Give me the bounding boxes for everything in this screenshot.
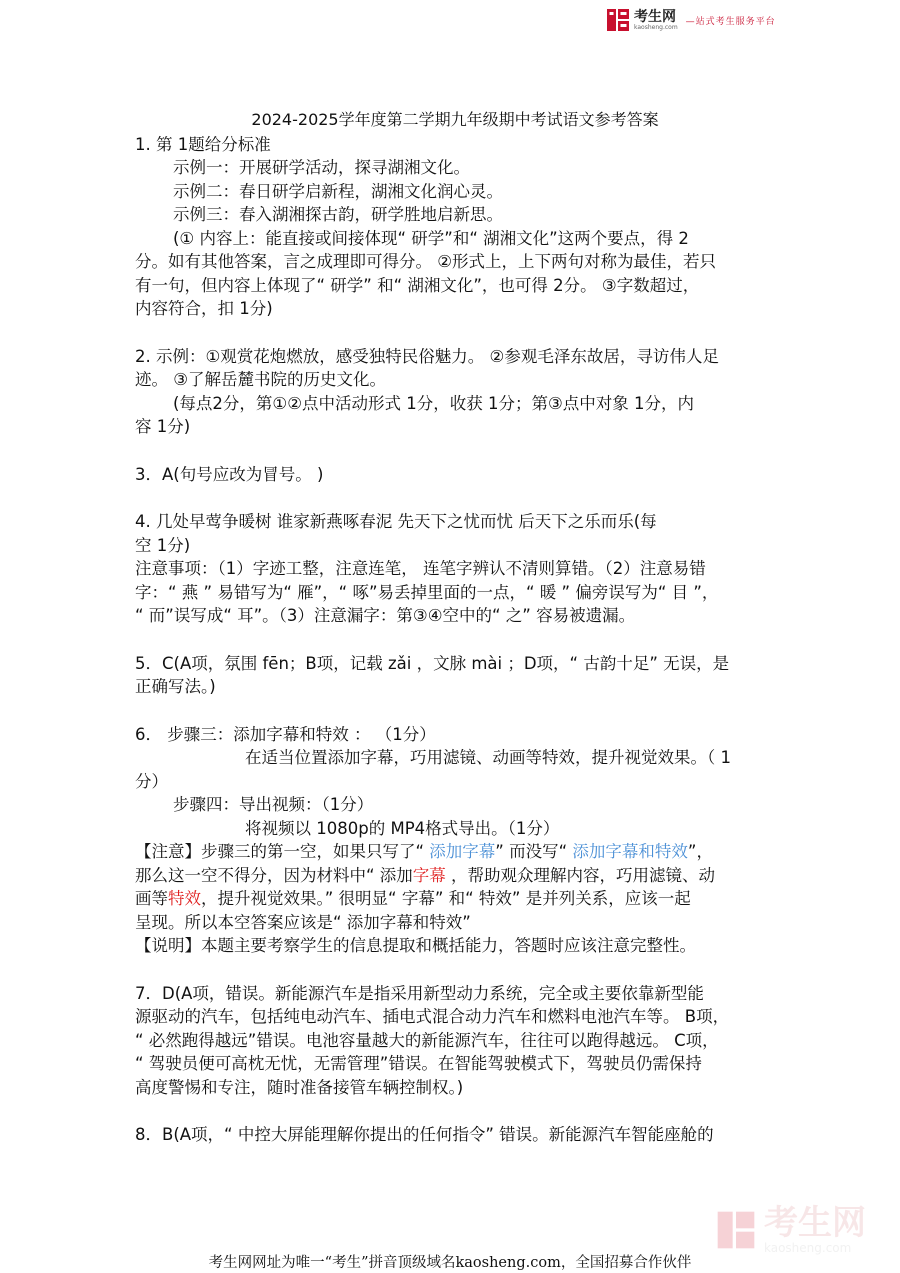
q6-step3-answer: 在适当位置添加字幕，巧用滤镜、动画等特效，提升视觉效果。（ 1 (245, 748, 731, 767)
q4-line: 空 1分) (135, 535, 191, 555)
q5-line: 正确写法。) (135, 677, 216, 696)
highlight-red: 字幕 (412, 865, 446, 885)
brand-slogan: —站式考生服务平台 (685, 16, 776, 27)
q6-step3: 6． 步骤三：添加字幕和特效 ： （1分） (135, 724, 436, 744)
q1-example-1: 示例一：开展研学活动，探寻湖湘文化。 (173, 158, 470, 177)
q2-note-line: (每点2分，第①②点中活动形式 1分，收获 1分；第③点中对象 1分，内 (173, 393, 695, 413)
q4-line: 4. 几处早莺争暖树 谁家新燕啄春泥 先天下之忧而忧 后天下之乐而乐(每 (135, 512, 657, 531)
brand-text (634, 10, 678, 31)
q7-line: 高度警惕和专注，随时准备接管车辆控制权。) (135, 1077, 464, 1097)
q6-explanation: 【说明】本题主要考察学生的信息提取和概括能力，答题时应该注意完整性。 (135, 936, 696, 955)
q2-line: 2. 示例：①观赏花炮燃放，感受独特民俗魅力。 ②参观毛泽东故居，寻访伟人足 (135, 346, 719, 366)
highlight-blue: 添加字幕 (429, 842, 496, 861)
q1-example-3: 示例三：春入湖湘探古韵，研学胜地启新思。 (173, 205, 503, 224)
q1-heading: 1. 第 1题给分标准 (135, 134, 271, 154)
q2-note-line: 容 1分) (135, 417, 191, 436)
q6-note-line: 呈现。所以本空答案应该是“ 添加字幕和特效” (135, 912, 471, 932)
q6-note-line: 【注意】步骤三的第一空，如果只写了“ 添加字幕” 而没写“ 添加字幕和特效”， (135, 842, 713, 861)
q1-example-2: 示例二：春日研学启新程，湖湘文化润心灵。 (173, 181, 503, 201)
brand-domain: kaosheng.com (634, 23, 678, 31)
q6-step3-answer-cont: 分） (135, 771, 168, 791)
brand-logo[interactable] (606, 8, 776, 32)
document-title: 2024-2025学年度第二学期九年级期中考试语文参考答案 (251, 110, 659, 129)
watermark-name: 考生网 (764, 1203, 866, 1243)
q6-step4: 步骤四：导出视频：（1分） (173, 795, 374, 814)
brand-name: 考生网 (634, 8, 676, 25)
highlight-blue: 添加字幕和特效 (572, 842, 688, 861)
q1-note-line: 内容符合，扣 1分) (135, 299, 273, 318)
q4-note-line: 注意事项：（1）字迹工整，注意连笔， 连笔字辨认不清则算错。（2）注意易错 (135, 559, 706, 578)
q1-note-line: 分。如有其他答案，言之成理即可得分。 ②形式上，上下两句对称为最佳，若只 (135, 252, 717, 271)
q4-note-line: 字：“ 燕 ” 易错写为“ 雁”，“ 啄”易丢掉里面的一点，“ 暖 ” 偏旁误写为“ 目 ”， (135, 582, 719, 602)
q6-step4-answer: 将视频以 1080p的 MP4格式导出。（1分） (245, 818, 560, 838)
highlight-red: 特效 (168, 889, 201, 908)
q4-note-line: “ 而”误写成“ 耳”。（3）注意漏字：第③④空中的“ 之” 容易被遗漏。 (135, 606, 636, 625)
q2-line: 迹。 ③了解岳麓书院的历史文化。 (135, 370, 387, 389)
q3-answer: 3．A(句号应改为冒号。 ) (135, 464, 324, 484)
q7-line: “ 驾驶员便可高枕无忧，无需管理”错误。在智能驾驶模式下，驾驶员仍需保持 (135, 1054, 702, 1073)
kaosheng-logo-icon (606, 8, 630, 32)
watermark (716, 1203, 866, 1255)
watermark-logo-icon (716, 1210, 756, 1250)
q1-note-line: 有一句，但内容上体现了“ 研学” 和“ 湖湘文化”，也可得 2分。 ③字数超过， (135, 275, 700, 295)
page-footer: 考生网网址为唯一“考生”拼音顶级域名kaosheng.com，全国招募合作伙伴 (208, 1255, 692, 1271)
q7-line: “ 必然跑得越远”错误。电池容量越大的新能源汽车，往往可以跑得越远。 C项， (135, 1030, 719, 1050)
q6-note-line: 画等特效，提升视觉效果。” 很明显“ 字幕” 和“ 特效” 是并列关系，应该一起 (135, 889, 691, 908)
q1-note-line: (① 内容上：能直接或间接体现“ 研学”和“ 湖湘文化”这两个要点，得 2 (173, 228, 689, 248)
q8-line: 8．B(A项，“ 中控大屏能理解你提出的任何指令” 错误。新能源汽车智能座舱的 (135, 1125, 714, 1144)
q7-line: 7．D(A项，错误。新能源汽车是指采用新型动力系统，完全或主要依靠新型能 (135, 983, 704, 1003)
q5-line: 5．C(A项，氛围 fēn；B项，记载 zǎi ，文脉 mài ；D项，“ 古韵十足” 无误，是 (135, 653, 730, 673)
q6-note-line: 那么这一空不得分，因为材料中“ 添加字幕 ，帮助观众理解内容，巧用滤镜、动 (135, 865, 716, 885)
watermark-domain: kaosheng.com (764, 1241, 852, 1255)
answer-document (135, 108, 775, 1147)
q7-line: 源驱动的汽车，包括纯电动汽车、插电式混合动力汽车和燃料电池汽车等。 B项， (135, 1007, 730, 1026)
